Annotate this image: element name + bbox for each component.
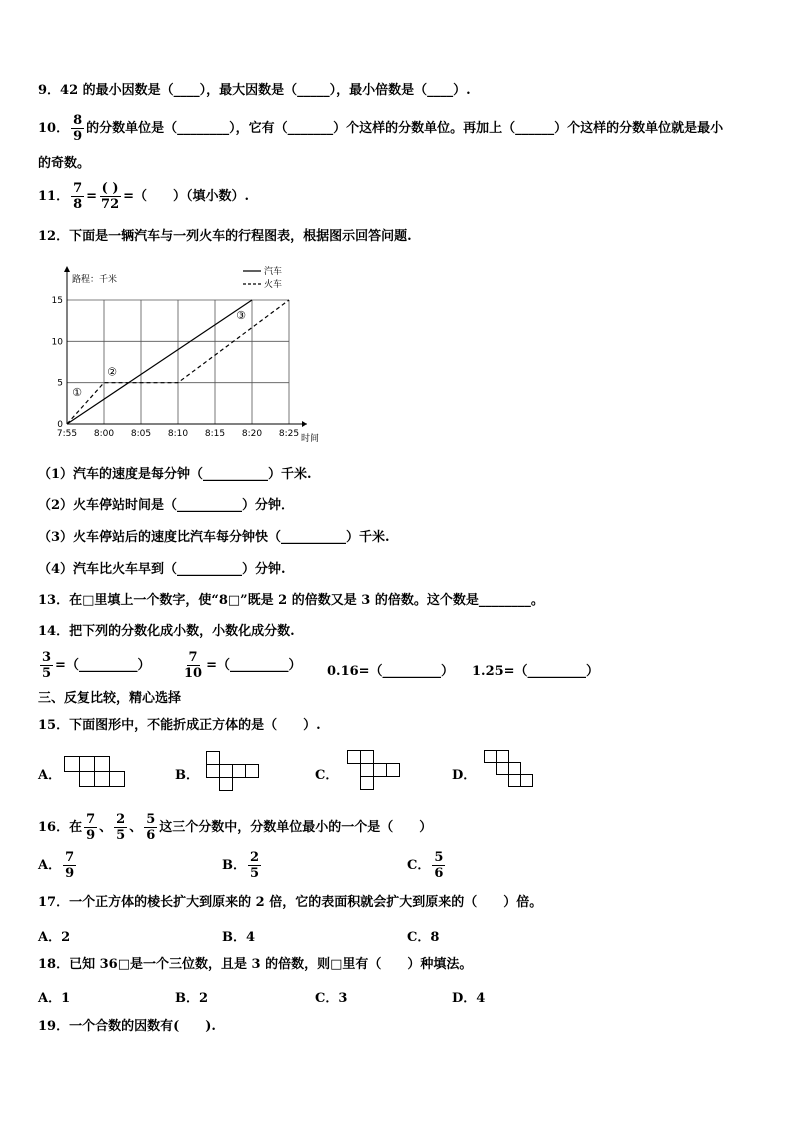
question-18: 18．已知 36□是一个三位数，且是 3 的倍数，则□里有（ ）种填法。	[38, 957, 473, 972]
q16-option-a[interactable]: A． $\frac{7}{9}$	[38, 850, 75, 881]
x-axis-label: 时间	[301, 434, 320, 444]
section-heading: 三、反复比较，精心选择	[38, 691, 182, 706]
x-tick-label: 8:00	[93, 429, 115, 439]
q14-item-4: 1.25=（_________）	[472, 664, 600, 679]
question-9: 9．42 的最小因数是（____），最大因数是（_____），最小倍数是（____）.	[38, 83, 471, 98]
legend-label: 火车	[264, 280, 283, 290]
q16-option-c[interactable]: C． $\frac{5}{6}$	[407, 850, 444, 881]
q16-option-b[interactable]: B． $\frac{2}{5}$	[222, 850, 260, 881]
q15-option-b[interactable]: B．	[175, 768, 199, 783]
question-12: 12．下面是一辆汽车与一列火车的行程图表，根据图示回答问题.	[38, 229, 412, 244]
q18-option-c[interactable]: C．3	[315, 991, 348, 1006]
question-12-2: （2）火车停站时间是（__________）分钟．	[38, 498, 295, 513]
annotation-label: ③	[236, 309, 246, 322]
cube-net-d	[484, 750, 536, 792]
q18-option-a[interactable]: A．1	[38, 991, 71, 1006]
x-tick-label: 8:05	[130, 429, 152, 439]
question-12-1: （1）汽车的速度是每分钟（__________）千米.	[38, 467, 312, 482]
question-12-3: （3）火车停站后的速度比汽车每分钟快（__________）千米.	[38, 530, 390, 545]
annotation-label: ②	[107, 365, 117, 379]
q18-option-d[interactable]: D．4	[452, 991, 486, 1006]
q15-option-d[interactable]: D．	[452, 768, 477, 783]
q17-option-c[interactable]: C．8	[407, 930, 440, 945]
cube-net-a	[64, 756, 130, 788]
x-axis-arrow	[302, 421, 307, 427]
q14-item-1: $\frac{3}{5}$ =（_________）	[42, 650, 151, 681]
question-14: 14．把下列的分数化成小数，小数化成分数.	[38, 624, 295, 639]
y-tick-label: 0	[57, 420, 63, 430]
x-tick-label: 8:25	[278, 429, 300, 439]
legend-label: 汽车	[264, 267, 283, 277]
fraction-blank: $\frac{( )}{72}$	[101, 181, 120, 212]
q14-item-2: $\frac{7}{10}$ =（_________）	[184, 650, 302, 681]
question-16: 16．在 $\frac{7}{9}$ 、 $\frac{2}{5}$ 、 $\frac{5}{6}$ 这三个分数中，分数单位最小的一个是（ ）	[38, 812, 433, 843]
y-tick-label: 15	[51, 296, 63, 306]
q17-option-b[interactable]: B．4	[222, 930, 256, 945]
q14-item-3: 0.16=（_________）	[327, 664, 455, 679]
q15-option-a[interactable]: A．	[38, 768, 62, 783]
x-tick-label: 8:20	[241, 429, 263, 439]
question-10: 10． $\frac{8}{9}$ 的分数单位是（________），它有（_______）个这样的分数单位。再加上（______）个这样的分数单位就是最小	[38, 113, 724, 144]
y-tick-label: 5	[57, 378, 63, 389]
question-10-continued: 的奇数。	[38, 156, 91, 171]
q18-option-b[interactable]: B．2	[175, 991, 209, 1006]
question-11: 11． $\frac{7}{8}$ = $\frac{( )}{72}$ =（ ）（填小数）.	[38, 181, 250, 212]
fraction: $\frac{8}{9}$	[73, 113, 83, 144]
question-13: 13．在□里填上一个数字，使“8□”既是 2 的倍数又是 3 的倍数。这个数是________。	[38, 593, 544, 608]
cube-net-b	[206, 751, 262, 793]
question-17: 17．一个正方体的棱长扩大到原来的 2 倍，它的表面积就会扩大到原来的（ ）倍。	[38, 895, 543, 910]
question-12-4: （4）汽车比火车早到（__________）分钟.	[38, 562, 286, 577]
travel-chart	[40, 258, 350, 448]
annotation-label: ①	[72, 386, 82, 399]
q17-option-a[interactable]: A．2	[38, 930, 71, 945]
x-tick-label: 7:55	[56, 429, 78, 439]
cube-net-c	[347, 750, 403, 792]
series-line-car	[67, 300, 252, 424]
y-axis-arrow	[64, 266, 70, 272]
x-tick-label: 8:15	[204, 429, 226, 439]
y-axis-label: 路程：千米	[72, 275, 118, 285]
x-tick-label: 8:10	[167, 429, 189, 439]
q15-option-c[interactable]: C．	[315, 768, 339, 783]
question-15: 15．下面图形中，不能折成正方体的是（ ）.	[38, 718, 321, 733]
fraction: $\frac{7}{8}$	[73, 181, 83, 212]
y-tick-label: 10	[51, 337, 63, 348]
question-19: 19．一个合数的因数有( ).	[38, 1019, 216, 1034]
